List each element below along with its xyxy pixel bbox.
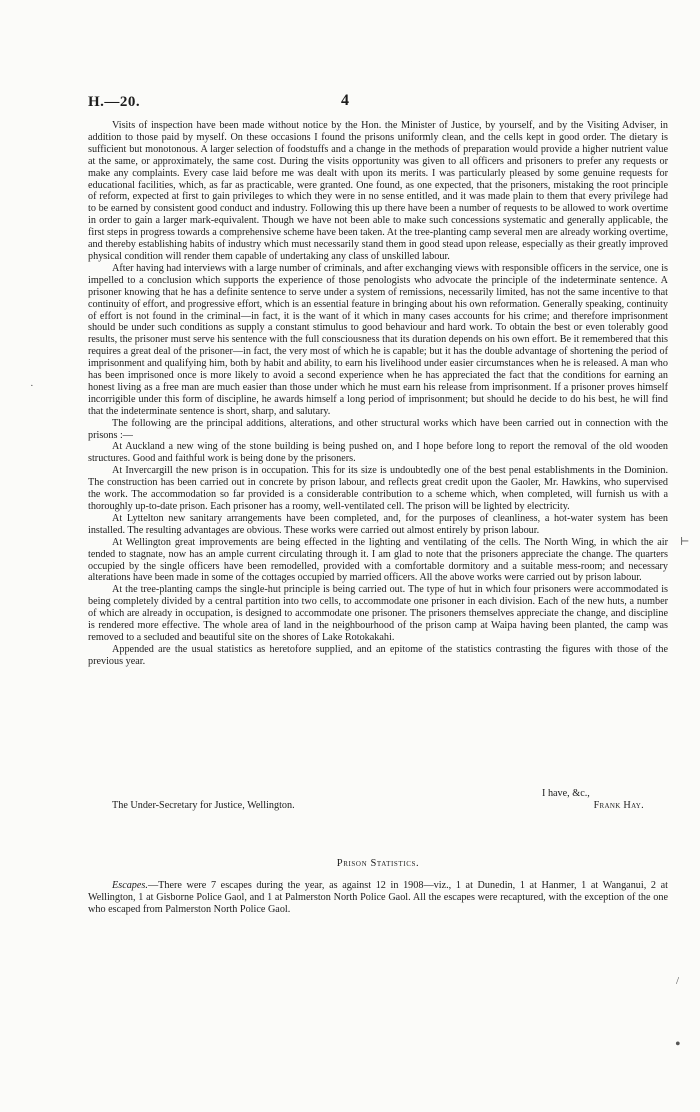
closing-line: I have, &c., bbox=[542, 788, 590, 799]
paragraph-structural-works-intro: The following are the principal additions, alterations, and other structural works which have been carried out in connection with the prisons :— bbox=[88, 417, 668, 441]
report-body bbox=[88, 120, 668, 668]
paragraph-auckland: At Auckland a new wing of the stone building is being pushed on, and I hope before long to report the removal of the old wooden structures. Good and faithful work is being done by the prisoners. bbox=[88, 441, 668, 465]
escapes-label: Escapes. bbox=[112, 880, 148, 891]
escapes-text: —There were 7 escapes during the year, as against 12 in 1908—viz., 1 at Dunedin, 1 at Hanmer, 1 at Wanganui, 2 at Wellington, 1 at Gisborne Police Gaol, and 1 at Palmerston North Police Gaol. All the escapes were recaptured, with the exception of the one who escaped from Palmerston North Police Gaol. bbox=[88, 880, 668, 916]
paragraph-invercargill: At Invercargill the new prison is in occupation. This for its size is undoubtedly one of the best penal establishments in the Dominion. The construction has been carried out in concrete by prison labour, and reflects great credit upon the Gaoler, Mr. Hawkins, who supervised the work. The accommodation so far provided is a considerable contribution to a scheme which, when completed, will furnish us with a thoroughly up-to-date prison. Each prisoner has a roomy, well-ventilated cell. The prison will be lighted by electricity. bbox=[88, 465, 668, 512]
margin-dot-bottom: • bbox=[675, 1036, 681, 1053]
margin-mark-right: ⊢ bbox=[680, 536, 690, 548]
addressee-line: The Under-Secretary for Justice, Wellington. bbox=[112, 800, 295, 811]
section-heading: Prison Statistics. bbox=[336, 858, 420, 869]
paragraph-lyttelton: At Lyttelton new sanitary arrangements have been completed, and, for the purposes of cleanliness, a hot-water system has been installed. The resulting advantages are obvious. These works were carried out almost entirely by prison labour. bbox=[88, 512, 668, 536]
paragraph-indeterminate-sentence: After having had interviews with a large number of criminals, and after exchanging views with responsible officers in the service, one is impelled to a conclusion which supports the experience of those penologists who advocate the principle of the indeterminate sentence. A prisoner knowing that he has a definite sentence to serve under a system of remissions, necessarily limited, has not the same incentive to that continuity of effort, and progressive effort, which is an essential feature in bringing about his own reformation. Generally speaking, continuity of effort is not found in the criminal—in fact, it is the want of it which in many cases accounts for his crime; and therefore imprisonment should be under such conditions as supply a constant stimulus to good behaviour and hard work. To obtain the best or even tolerably good results, the prisoner must serve his sentence with the full consciousness that its duration depends on his own effort. Be it remembered that this requires a great deal of the prisoner—in fact, the very most of which he is capable; but it has the double advantage of shortening the period of imprisonment and qualifying him, both by habit and ability, to earn his livelihood under easier circumstances when he is released. A man who has been imprisoned once is more likely to avoid a second experience when he has appreciated the fact that the conditions for earning an honest living as a free man are much easier than those under which he must earn his release from imprisonment. If a prisoner proves himself incorrigible under this form of discipline, he awards himself a long period of imprisonment; but should he decide to do his best, he will find that the indeterminate sentence is short, sharp, and salutary. bbox=[88, 262, 668, 417]
signatory-name: Frank Hay. bbox=[593, 800, 644, 811]
paragraph-inspections: Visits of inspection have been made without notice by the Hon. the Minister of Justice, by yourself, and by the Visiting Adviser, in addition to those paid by myself. On these occasions I found the prisons uniformly clean, and the cells kept in good order. The dietary is sufficient but monotonous. A larger selection of foodstuffs and a change in the methods of preparation would provide a higher nutrient value at the same, or approximately, the same cost. During the visits opportunity was given to all officers and prisoners to prefer any requests or make any complaints. Every case laid before me was dealt with upon its merits. I was particularly pleased by some genuine requests for educational facilities, which, as far as practicable, were granted. One found, as one expected, that the prisoners, mistaking the root principle of reform, expected at first to gain privileges to which they were in no sense entitled, and it was made plain to them that every privilege had to be earned by consistent good conduct and industry. Following this up there have been a number of requests to be allowed to work overtime in order to gain a larger mark-equivalent. Though we have not been able to make such concessions systematic and generally applicable, the first steps in progress towards a comprehensive scheme have been taken. At the tree-planting camp several men are already working overtime, and thereby establishing habits of industry which must necessarily stand them in good stead upon release, especially as their greatly improved physical condition will render them capable of undertaking any class of unskilled labour. bbox=[88, 120, 668, 262]
paragraph-wellington: At Wellington great improvements are being effected in the lighting and ventilating of the cells. The North Wing, in which the air tended to stagnate, now has an ample current circulating through it. I am glad to note that the prisoners appreciate the change. The quarters occupied by the single officers have been remodelled, provided with a comfortable dormitory and a suitable mess-room; and necessary alterations have been made in some of the cottages occupied by married officers. All the above works were carried out by prison labour. bbox=[88, 536, 668, 584]
statistics-text bbox=[88, 880, 668, 917]
signoff-block bbox=[88, 788, 668, 812]
page-number: 4 bbox=[341, 92, 349, 109]
paragraph-tree-planting-camps: At the tree-planting camps the single-hut principle is being carried out. The type of hut in which four prisoners were accommodated is being completely divided by a central partition into two cells, to accommodate one prisoner in each division. Each of the new huts, a number of which are already in occupation, is designed to accommodate one prisoner. The prisoners themselves appreciate the change, and discipline is rendered more effective. The whole area of land in the neighbourhood of the prison camp at Waipa having been planted, the camp was removed to a secluded and beautiful site on the shores of Lake Rotokakahi. bbox=[88, 584, 668, 643]
escapes-paragraph bbox=[88, 880, 668, 917]
margin-mark-left: · bbox=[30, 380, 34, 392]
running-header-ref: H.—20. bbox=[88, 94, 141, 110]
paragraph-appended-statistics: Appended are the usual statistics as heretofore supplied, and an epitome of the statistics contrasting the figures with those of the previous year. bbox=[88, 643, 668, 667]
margin-mark-right-lower: / bbox=[676, 975, 680, 987]
